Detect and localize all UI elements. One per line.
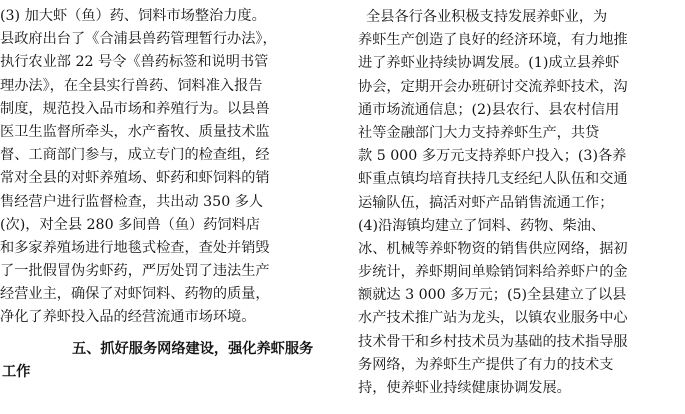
right-line-9: 运输队伍，搞活对虾产品销售流通工作； (358, 194, 614, 211)
left-line-13: 经营业主，确保了对虾饲料、药物的质量， (0, 286, 270, 303)
section-heading-line-2: 工作 (2, 363, 31, 380)
right-line-5: 通市场流通信息；(2)县农行、县农村信用 (358, 101, 620, 118)
left-column (0, 0, 340, 384)
left-line-1: (3) 加大虾（鱼）药、饲料市场整治力度。 (0, 8, 266, 24)
right-line-14: 水产技术推广站为龙头，以镇农业服务中心 (358, 310, 628, 327)
right-line-2: 养虾生产创造了良好的经济环境，有力地推 (358, 32, 628, 49)
right-line-11: 冰、机械等养虾物资的销售供应网络，据初 (358, 240, 628, 257)
left-line-3: 执行农业部 22 号令《兽药标签和说明书管 (0, 54, 269, 71)
left-line-2: 县政府出台了《合浦县兽药管理暂行办法》， (0, 31, 277, 48)
right-column (358, 0, 680, 400)
right-line-6: 社等金融部门大力支持养虾生产，共贷 (358, 124, 600, 141)
right-line-8: 虾重点镇均培育扶持几支经纪人队伍和交通 (358, 171, 628, 188)
left-line-14: 净化了养虾投入品的经营流通市场环境。 (0, 309, 256, 326)
right-line-4: 协会，定期开会办班研讨交流养虾技术，沟 (358, 78, 628, 95)
left-line-5: 制度，规范投入品市场和养殖行为。以县兽 (0, 100, 270, 117)
right-line-12: 步统计，养虾期间单赊销饲料给养虾户的金 (358, 264, 628, 281)
right-line-16: 务网络，为养虾生产提供了有力的技术支 (358, 356, 614, 373)
right-line-15: 技术骨干和乡村技术员为基础的技术指导服 (358, 333, 628, 350)
left-line-12: 了一批假冒伪劣虾药，严厉处罚了违法生产 (0, 263, 270, 280)
left-line-9: 售经营户进行监督检查，共出动 350 多人 (0, 193, 264, 210)
right-line-13: 额就达 3 000 多万元；(5)全县建立了以县 (358, 287, 627, 304)
left-line-10: (次)，对全县 280 多间兽（鱼）药饲料店 (0, 216, 260, 233)
left-line-6: 医卫生监督所牵头，水产畜牧、质量技术监 (0, 123, 270, 140)
right-line-3: 进了养虾业持续协调发展。(1)成立县养虾 (358, 55, 620, 72)
left-line-11: 和多家养殖场进行地毯式检查，查处并销毁 (0, 239, 270, 256)
right-line-7: 款 5 000 多万元支持养虾户投入；(3)各养 (358, 148, 627, 165)
left-line-8: 常对全县的对虾养殖场、虾药和虾饲料的销 (0, 170, 270, 187)
right-line-10: (4)沿海镇均建立了饲料、药物、柴油、 (358, 217, 606, 234)
left-line-4: 理办法》，在全县实行兽药、饲料准入报告 (0, 77, 263, 94)
left-line-7: 督、工商部门参与，成立专门的检查组，经 (0, 147, 270, 164)
right-line-1: 全县各行各业积极支持发展养虾业，为 (366, 9, 608, 25)
right-line-17: 持，使养虾业持续健康协调发展。 (358, 380, 571, 396)
section-heading-line-1: 五、抓好服务网络建设，强化养虾服务 (72, 340, 314, 357)
